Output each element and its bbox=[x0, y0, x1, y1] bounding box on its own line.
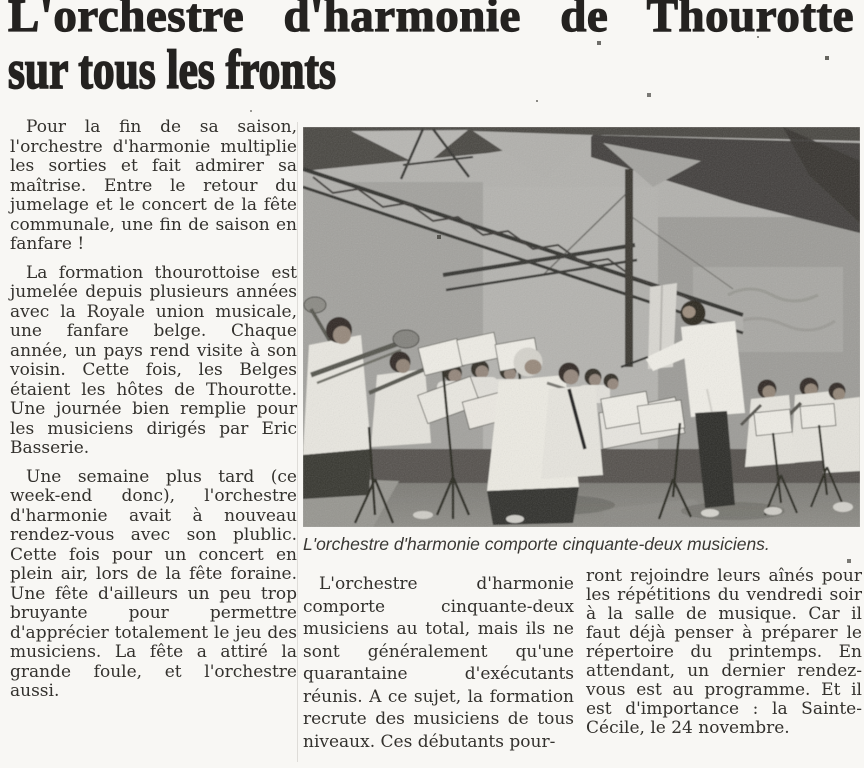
right-column bbox=[586, 567, 862, 747]
headline-line2: sur tous les fronts bbox=[8, 39, 336, 100]
photo-caption: L'orchestre d'harmonie comporte cinquante-deux musiciens. bbox=[303, 534, 770, 554]
paragraph: Une semaine plus tard (ce week-end donc), l'orchestre d'harmonie avait à nouveau rendez-vous avec son plublic. Cette fois pour un concert en plein air, lors de la fête foraine. Une fête d'ailleurs un peu trop bruyante pour permettre d'apprécier totalement le jeu des musiciens. La fête a attiré la grande foule, et l'orchestre aussi. bbox=[10, 466, 297, 701]
scan-dust-specks bbox=[0, 0, 2, 2]
headline-line1-clip bbox=[8, 0, 854, 37]
paragraph: Pour la fin de sa saison, l'orchestre d'harmonie multiplie les sorties et fait admirer sa maîtrise. Entre le retour du jumelage et le concert de la fête communale, une fin de saison en fanfare ! bbox=[10, 117, 297, 254]
left-column bbox=[10, 118, 297, 711]
headline bbox=[8, 0, 854, 100]
orchestra-photo bbox=[303, 127, 860, 527]
paragraph: L'orchestre d'harmonie comporte cinquante-deux musiciens au total, mais ils ne sont généralement qu'une quarantaine d'exécutants réunis. A ce sujet, la formation recrute des musiciens de tous niveaux. Ces débutants pour- bbox=[303, 574, 574, 752]
headline-line1: L'orchestre d'harmonie de Thourotte bbox=[8, 0, 854, 37]
middle-column bbox=[303, 573, 574, 762]
column-rule bbox=[297, 122, 298, 762]
paragraph: ront rejoindre leurs aînés pour les répétitions du vendredi soir à la salle de musique. Car il faut déjà penser à préparer le répertoire du printemps. En attendant, un dernier rendez-vous est au programme. Et il est d'importance : la Sainte-Cécile, le 24 novembre. bbox=[586, 566, 862, 738]
paragraph: La formation thourottoise est jumelée depuis plusieurs années avec la Royale union musicale, une fanfare belge. Chaque année, un pays rend visite à son voisin. Cette fois, les Belges étaient les hôtes de Thourotte. Une journée bien remplie pour les musiciens dirigés par Eric Basserie. bbox=[10, 262, 297, 458]
orchestra-photo-figure bbox=[303, 127, 860, 555]
